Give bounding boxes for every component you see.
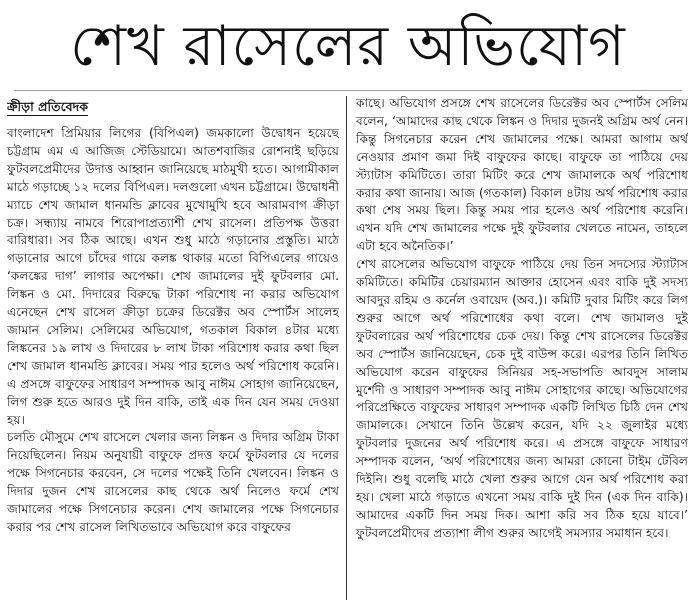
article-paragraph: কাছে। অভিযোগ প্রসঙ্গে শেখ রাসেলের ডিরেক্টর অব স্পোর্টস সেলিম বলেন, ‘আমাদের কাছ থেকে লিঙ্কন ও দিদার দুজনই অগ্রিম অর্থ নেন। কিন্তু সিগনেচার করেন শেখ জামালের পক্ষে। আমরা আগাম অর্থ নেওয়ার প্রমাণ জমা দিই বাফুফের কাছে। বাফুফে তা পাঠিয়ে দেয় স্ট্যাটাস কমিটিতে। তারা মিটিং করে শেখ জামালকে অর্থ পরিশোধ করার কথা জানায়। আজ (গতকাল) বিকাল ৪টায় অর্থ পরিশোধ করার কথা শেষ সময় ছিল। কিন্তু সময় পার হলেও অর্থ পরিশোধ করেনি। এখন যদি শেখ জামালের পক্ষে দুই ফুটবলার খেলতে নামেন, তাহলে এটা হবে অনৈতিক।’ [356,96,688,254]
column-divider [346,96,347,600]
left-column [7,96,339,602]
byline: ক্রীড়া প্রতিবেদক [7,99,89,114]
headline: শেখ রাসেলের অভিযোগ [70,14,626,79]
right-column [356,95,688,601]
article-paragraph: শেখ রাসেলের অভিযোগ বাফুফে পাঠিয়ে দেয় তিন সদস্যের স্ট্যাটাস কমিটিতে। কমিটির চেয়ারম্যান আক্তার হোসেন এবং বাকি দুই সদস্য আবদুর রহিম ও কর্নেল ওবায়েদ (অব.)। কমিটি দুবার মিটিং করে লিগ শুরুর আগে অর্থ পরিশোধের কথা বলে। শেখ জামালও দুই ফুটবলারের অর্থ পরিশোধের চেক দেয়। কিন্তু শেখ রাসেলের ডিরেক্টর অব স্পোর্টস জানিয়েছেন, চেক দুই বাউন্স করে। এরপর তিনি লিখিত অভিযোগ করেন বাফুফের সিনিয়র সহ-সভাপতি আবদুস সালাম মুর্শেদী ও সাধারণ সম্পাদক আবু নাঈম সোহাগের কাছে। অভিযোগের পরিপ্রেক্ষিতে বাফুফের সাধারণ সম্পাদক একটি লিখিত চিঠি দেন শেখ জামালকে। সেখানে তিনি উল্লেখ করেন, যদি ২২ জুলাইর মধ্যে ফুটবলার দুজনের অর্থ পরিশোধ করে। এ প্রসঙ্গে বাফুফে সাধারণ সম্পাদক বলেন, ‘অর্থ পরিশোধের জন্য আমরা কোনো টাইম টেবিল দিইনি। শুধু বলেছি মাঠে খেলা শুরুর আগে যেন অর্থ পরিশোধ করা হয়। খেলা মাঠে গড়াতে এখনো সময় বাকি দুই দিন (এক দিন বাকি)। আমাদের একটি দিন সময় দিক। আশা করি সব ঠিক হয়ে যাবে।’ ফুটবলপ্রেমীদের প্রত্যাশা লীগ শুরুর আগেই সমস্যার সমাধান হবে। [356,257,688,540]
article-paragraph: চলতি মৌসুমে শেখ রাসেলে খেলার জন্য লিঙ্কন ও দিদার অগ্রিম টাকা নিয়েছিলেন। নিয়ম অনুযায়ী বাফুফে প্রদত্ত ফর্মে ফুটবলার যে দলের পক্ষে সিগনেচার করবেন, সে দলের পক্ষেই তিনি খেলবেন। লিঙ্কন ও দিদার দুজন শেখ রাসেলের কাছ থেকে অর্থ নিলেও ফর্মে শেখ জামালের পক্ষে সিগনেচার করেন। শেখ জামালের পক্ষে সিগনেচার করার পর শেখ রাসেল লিখিতভাবে অভিযোগ করে বাফুফের [7,430,339,534]
article-paragraph: বাংলাদেশ প্রিমিয়ার লিগের (বিপিএল) জমকালো উদ্বোধন হয়েছে চট্টগ্রাম এম এ আজিজ স্টেডিয়ামে। আতশবাজির রোশনাই ছড়িয়ে ফুটবলপ্রেমীদের উদাত্ত আহ্বান জানিয়েছে মাঠমুখী হতে। আগামীকাল মাঠে গড়াচ্ছে ১২ দলের বিপিএল। দলগুলো এখন চট্টগ্রামে। উদ্বোধনী ম্যাচে শেখ জামাল ধানমন্ডি ক্লাবের মুখোমুখি হবে আরামবাগ ক্রীড়া চক্র। সন্ধ্যায় নামবে শিরোপাপ্রত্যাশী শেখ রাসেল। প্রতিপক্ষ উত্তরা বারিধারা। সব ঠিক আছে। এখন শুধু মাঠে গড়ানোর প্রস্তুতি। মাঠে গড়ানোর আগে চাঁদের গায়ে কলঙ্ক থাকার মতো বিপিএলের গায়েও ‘কলঙ্কের দাগ’ লাগার অপেক্ষা। শেখ জামালের দুই ফুটবলার মো. লিঙ্কন ও মো. দিদারের বিরুদ্ধে টাকা পরিশোধ না করার অভিযোগ এনেছেন শেখ রাসেল ক্রীড়া চক্রের ডিরেক্টর অব স্পোর্টস সালেহ জামান সেলিম। সেলিমের অভিযোগ, গতকাল বিকাল ৪টার মধ্যে লিঙ্কনের ১৯ লাখ ও দিদারের ৮ লাখ টাকা পরিশোধ করার কথা ছিল শেখ জামাল ধানমন্ডি ক্লাবের। সময় পার হলেও অর্থ পরিশোধ করেনি। এ প্রসঙ্গে বাফুফের সাধারণ সম্পাদক আবু নাঈম সোহাগ জানিয়েছেন, লিগ শুরু হতে আরও দুই দিন বাকি, তাই এক দিন যেন সময় দেওয়া হয়। [7,126,339,427]
headline-rule [14,90,682,91]
